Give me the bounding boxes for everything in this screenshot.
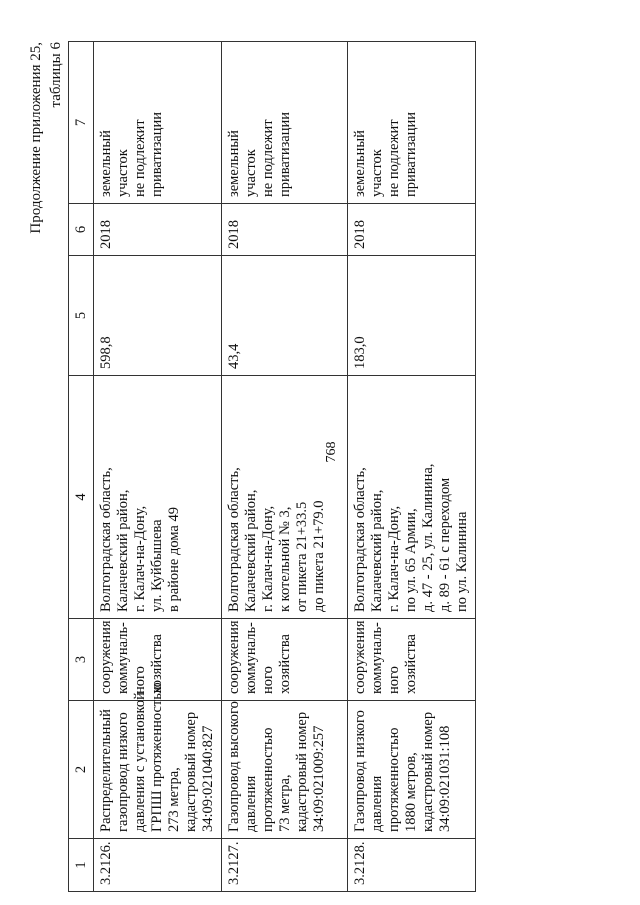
purpose-line: коммуналь- [369,622,385,694]
address-line: д. 89 - 61 с переходом [437,477,453,612]
address-line: Волгоградская область, [352,467,368,612]
address-line: Калачевский район, [115,489,131,612]
property-table [68,41,476,892]
purpose-line: ного [132,666,148,694]
header-col-5: 5 [69,256,94,376]
purpose-line: сооружения [226,620,242,694]
object-name-line: кадастровый номер [420,711,436,832]
area-cell: 598,8 [94,256,222,376]
object-name-line: Газопровод высокого [226,701,242,832]
object-name-line: 73 метра, [277,774,293,832]
note-line: участок [115,149,131,197]
address-cell [222,376,348,619]
area-cell: 183,0 [348,256,476,376]
object-name-cell [348,701,476,839]
address-line: в районе дома 49 [166,507,182,612]
object-name-line: давления с установкой [132,692,148,832]
address-line: ул. Куйбышева [149,519,165,612]
note-line: участок [369,149,385,197]
object-name-line: 273 метра, [166,767,182,832]
object-name-line: газопровод низкого [115,712,131,832]
header-col-1: 1 [69,839,94,892]
row-number: 3.2127. [222,839,348,892]
object-name-line: 34:09:021009:257 [311,725,327,832]
note-line: приватизации [277,111,293,197]
year-cell: 2018 [94,204,222,256]
object-name-line: протяженностью [386,727,402,832]
note-line: приватизации [149,111,165,197]
address-line: от пикета 21+33.5 [294,501,310,612]
address-line: Калачевский район, [369,489,385,612]
object-name-line: протяженностью [260,727,276,832]
note-cell [348,42,476,204]
note-line: земельный [352,130,368,197]
address-line: до пикета 21+79.0 [311,500,327,612]
table-row [222,42,348,892]
note-line: не подлежит [260,119,276,197]
purpose-line: ного [386,666,402,694]
row-number: 3.2126. [94,839,222,892]
year-cell: 2018 [222,204,348,256]
address-line: г. Калач-на-Дону, [386,505,402,612]
note-line: земельный [98,130,114,197]
address-line: Волгоградская область, [226,467,242,612]
purpose-cell [94,619,222,701]
purpose-line: коммуналь- [243,622,259,694]
object-name-line: 34:09:021031:108 [437,725,453,832]
header-col-2: 2 [69,701,94,839]
address-line: по ул. Калинина [454,511,470,612]
page-number: 768 [324,441,339,463]
object-name-line: давления [243,775,259,832]
purpose-line: коммуналь- [115,622,131,694]
object-name-line: ГРПШ протяженностью [149,682,165,832]
object-name-line: давления [369,775,385,832]
object-name-line: Газопровод низкого [352,710,368,832]
purpose-line: хозяйства [403,634,419,694]
header-col-4: 4 [69,376,94,619]
table-caption [26,42,66,234]
area-cell: 43,4 [222,256,348,376]
header-col-7: 7 [69,42,94,204]
object-name-line: кадастровый номер [183,711,199,832]
caption-line-1: Продолжение приложения 25, [28,42,44,234]
row-number: 3.2128. [348,839,476,892]
note-line: не подлежит [132,119,148,197]
address-line: г. Калач-на-Дону, [132,505,148,612]
address-line: к котельной № 3, [277,506,293,612]
note-line: не подлежит [386,119,402,197]
header-col-6: 6 [69,204,94,256]
address-cell [348,376,476,619]
purpose-line: хозяйства [277,634,293,694]
note-line: участок [243,149,259,197]
address-line: по ул. 65 Армии, [403,508,419,612]
rotated-content [16,42,626,892]
note-cell [94,42,222,204]
note-cell [222,42,348,204]
purpose-line: хозяйства [149,634,165,694]
table-row [348,42,476,892]
object-name-cell [222,701,348,839]
address-line: Волгоградская область, [98,467,114,612]
header-col-3: 3 [69,619,94,701]
purpose-line: ного [260,666,276,694]
object-name-cell [94,682,222,839]
table-row [94,42,222,892]
address-cell [94,376,222,619]
object-name-line: Распределительный [98,709,114,832]
object-name-line: 1880 метров, [403,752,419,832]
address-line: д. 47 - 25, ул. Калинина, [420,463,436,612]
object-name-line: кадастровый номер [294,711,310,832]
header-row [69,42,94,892]
address-line: Калачевский район, [243,489,259,612]
object-name-line: 34:09:021040:827 [200,725,216,832]
caption-line-2: таблицы 6 [48,42,64,108]
year-cell: 2018 [348,204,476,256]
address-line: г. Калач-на-Дону, [260,505,276,612]
purpose-cell [222,619,348,701]
purpose-line: сооружения [98,620,114,694]
purpose-cell [348,619,476,701]
purpose-line: сооружения [352,620,368,694]
note-line: земельный [226,130,242,197]
note-line: приватизации [403,111,419,197]
